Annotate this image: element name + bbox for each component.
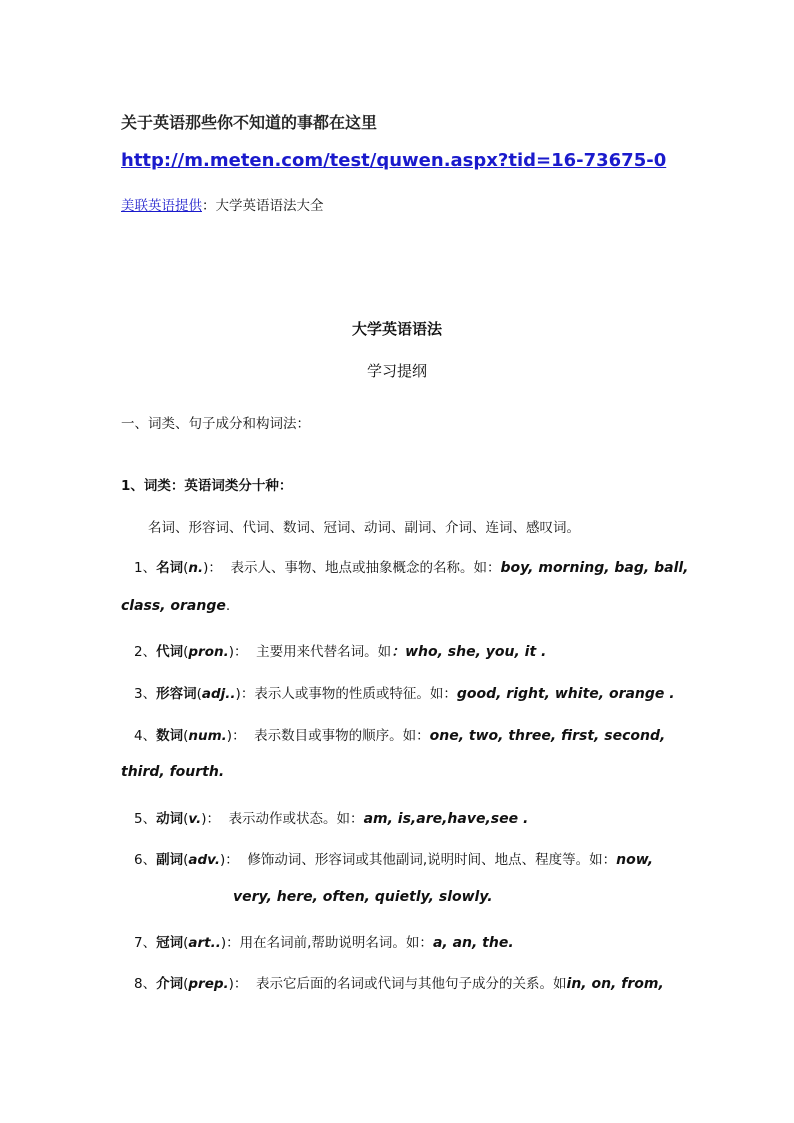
item-number: 2、 [134, 644, 157, 660]
item-example: a, an, the. [432, 935, 514, 951]
item-abbr: adv. [188, 852, 220, 868]
item-example-cont: class, orange [121, 598, 226, 614]
source-url-link[interactable]: http://m.meten.com/test/quwen.aspx?tid=16-73675-0 [121, 150, 667, 171]
item-example-cont: third, fourth. [121, 764, 225, 780]
item-example-cont: very, here, often, quietly, slowly. [233, 889, 493, 905]
item-desc: 表示数目或事物的顺序。如： [254, 728, 430, 744]
item-number: 7、 [134, 935, 157, 951]
item-abbr: v. [188, 811, 202, 827]
item-example: boy, morning, bag, ball, [500, 560, 689, 576]
item-desc: 用在名词前,帮助说明名词。如： [239, 935, 433, 951]
word-classes-list: 名词、形容词、代词、数词、冠词、动词、副词、介词、连词、感叹词。 [148, 520, 580, 536]
item-pronoun: 2、代词(pron.)： 主要用来代替名词。如：who, she, you, it . [134, 644, 547, 660]
item-abbr: n. [188, 560, 204, 576]
item-example: ：who, she, you, it . [391, 644, 547, 660]
item-desc: 主要用来代替名词。如 [256, 644, 392, 660]
provider-link[interactable]: 美联英语提供 [121, 198, 202, 214]
item-desc: 表示人、事物、地点或抽象概念的名称。如： [230, 560, 501, 576]
item-name: 动词 [156, 811, 184, 827]
item-noun-cont: class, orange. [121, 598, 231, 614]
provider-line [121, 194, 324, 214]
item-article: 7、冠词(art..)：用在名词前,帮助说明名词。如：a, an, the. [134, 935, 514, 951]
item-adjective: 3、形容词(adj..)：表示人或事物的性质或特征。如：good, right, white, orange . [134, 686, 675, 702]
item-numeral-cont [121, 764, 224, 780]
item-example: now, [616, 852, 654, 868]
item-example: am, is,are,have,see . [363, 811, 529, 827]
item-number: 1、 [134, 560, 157, 576]
item-verb: 5、动词(v.)： 表示动作或状态。如：am, is,are,have,see . [134, 811, 529, 827]
item-name: 名词 [156, 560, 184, 576]
item-abbr: num. [188, 728, 227, 744]
item-example: good, right, white, orange . [456, 686, 675, 702]
section-heading: 一、词类、句子成分和构词法： [121, 416, 310, 432]
item-abbr: adj.. [201, 686, 236, 702]
item-number: 4、 [134, 728, 157, 744]
item-preposition: 8、介词(prep.)： 表示它后面的名词或代词与其他句子成分的关系。如in, on, from, [134, 976, 664, 992]
item-desc: 表示动作或状态。如： [228, 811, 364, 827]
item-abbr: pron. [188, 644, 229, 660]
item-abbr: art.. [188, 935, 221, 951]
item-numeral: 4、数词(num.)： 表示数目或事物的顺序。如：one, two, three, first, second, [134, 728, 666, 744]
provider-text: ：大学英语语法大全 [202, 198, 324, 214]
subsection-heading: 1、词类：英语词类分十种： [121, 478, 293, 494]
item-name: 形容词 [156, 686, 197, 702]
item-adverb-cont [233, 889, 493, 905]
item-desc: 表示它后面的名词或代词与其他句子成分的关系。如 [256, 976, 567, 992]
item-number: 6、 [134, 852, 157, 868]
item-example: in, on, from, [566, 976, 664, 992]
top-title: 关于英语那些你不知道的事都在这里 [121, 113, 378, 132]
item-desc: 修饰动词、形容词或其他副词,说明时间、地点、程度等。如： [247, 852, 617, 868]
item-noun: 1、名词(n.)： 表示人、事物、地点或抽象概念的名称。如：boy, morning, bag, ball, [134, 560, 689, 576]
item-number: 3、 [134, 686, 157, 702]
item-name: 代词 [156, 644, 184, 660]
item-number: 8、 [134, 976, 157, 992]
item-adverb: 6、副词(adv.)： 修饰动词、形容词或其他副词,说明时间、地点、程度等。如：now, [134, 852, 654, 868]
doc-title: 大学英语语法 [351, 320, 442, 338]
item-abbr: prep. [188, 976, 229, 992]
item-name: 冠词 [156, 935, 184, 951]
item-name: 介词 [156, 976, 184, 992]
item-example: one, two, three, first, second, [429, 728, 666, 744]
doc-subtitle: 学习提纲 [366, 362, 427, 380]
item-name: 副词 [156, 852, 184, 868]
item-number: 5、 [134, 811, 157, 827]
item-name: 数词 [156, 728, 184, 744]
item-desc: 表示人或事物的性质或特征。如： [254, 686, 457, 702]
